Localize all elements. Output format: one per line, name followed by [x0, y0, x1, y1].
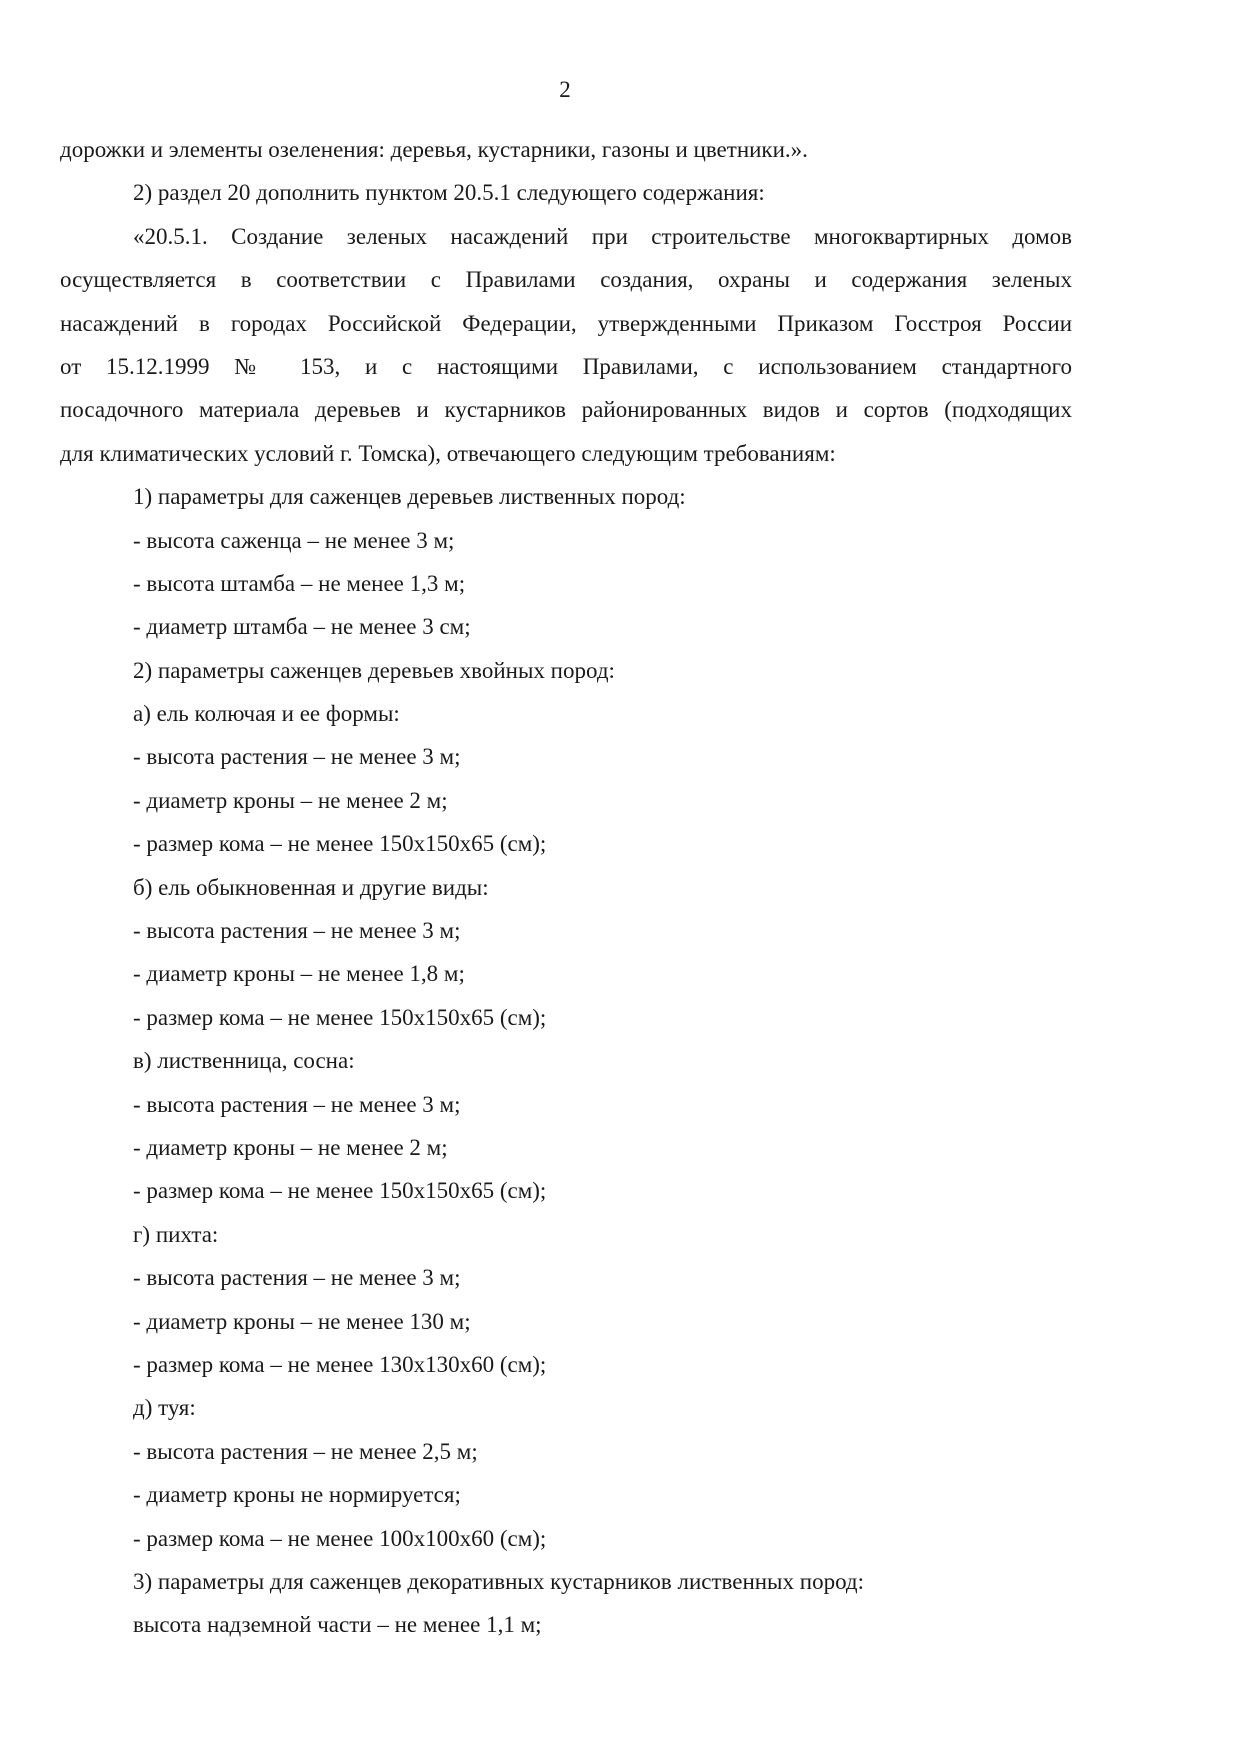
document-body	[60, 128, 1072, 1647]
text-line: - размер кома – не менее 130х130х60 (см);	[133, 1351, 547, 1377]
page-number: 2	[559, 77, 571, 102]
text-line: - диаметр штамба – не менее 3 см;	[133, 614, 471, 640]
text-line: - высота растения – не менее 3 м;	[133, 918, 461, 944]
text-line: дорожки и элементы озеленения: деревья, кустарники, газоны и цветники.».	[60, 137, 808, 162]
text-line: 2) параметры саженцев деревьев хвойных пород:	[133, 657, 615, 683]
text-line: 2) раздел 20 дополнить пунктом 20.5.1 следующего содержания:	[133, 180, 765, 206]
text-line: «20.5.1. Создание зеленых насаждений при строительстве многоквартирных домов	[133, 223, 1072, 249]
text-line: - диаметр кроны – не менее 1,8 м;	[133, 961, 465, 987]
text-line: - размер кома – не менее 150х150х65 (см);	[133, 1178, 547, 1204]
text-line: - диаметр кроны – не менее 2 м;	[133, 787, 448, 813]
text-line: - высота растения – не менее 3 м;	[133, 744, 461, 770]
text-line: - высота растения – не менее 3 м;	[133, 1091, 461, 1117]
text-line: - диаметр кроны – не менее 130 м;	[133, 1308, 471, 1334]
text-line: высота надземной части – не менее 1,1 м;	[133, 1612, 542, 1638]
text-line: г) пихта:	[133, 1221, 219, 1247]
text-line: - высота растения – не менее 2,5 м;	[133, 1438, 478, 1464]
text-line: - размер кома – не менее 150х150х65 (см);	[133, 1004, 547, 1030]
text-line: - диаметр кроны – не менее 2 м;	[133, 1134, 448, 1160]
text-line: - диаметр кроны не нормируется;	[133, 1482, 461, 1508]
text-line: - размер кома – не менее 150х150х65 (см);	[133, 831, 547, 857]
text-line: насаждений в городах Российской Федерации, утвержденными Приказом Госстроя России	[60, 310, 1072, 336]
text-line: 3) параметры для саженцев декоративных кустарников лиственных пород:	[133, 1568, 865, 1594]
text-line: - высота саженца – не менее 3 м;	[133, 527, 455, 553]
text-line: д) туя:	[133, 1395, 196, 1421]
text-line: - высота растения – не менее 3 м;	[133, 1265, 461, 1291]
text-line: осуществляется в соответствии с Правилами создания, охраны и содержания зеленых	[60, 267, 1072, 293]
text-line: от 15.12.1999 № 153, и с настоящими Правилами, с использованием стандартного	[60, 353, 1072, 379]
text-line: а) ель колючая и ее формы:	[133, 701, 400, 727]
text-line: в) лиственница, сосна:	[133, 1048, 355, 1074]
text-line: посадочного материала деревьев и кустарников районированных видов и сортов (подходящих	[60, 397, 1072, 423]
text-line: б) ель обыкновенная и другие виды:	[133, 874, 489, 900]
text-line: - размер кома – не менее 100х100х60 (см);	[133, 1525, 547, 1551]
text-line: для климатических условий г. Томска), отвечающего следующим требованиям:	[60, 440, 836, 466]
text-line: - высота штамба – не менее 1,3 м;	[133, 570, 466, 596]
text-line: 1) параметры для саженцев деревьев лиственных пород:	[133, 484, 686, 510]
